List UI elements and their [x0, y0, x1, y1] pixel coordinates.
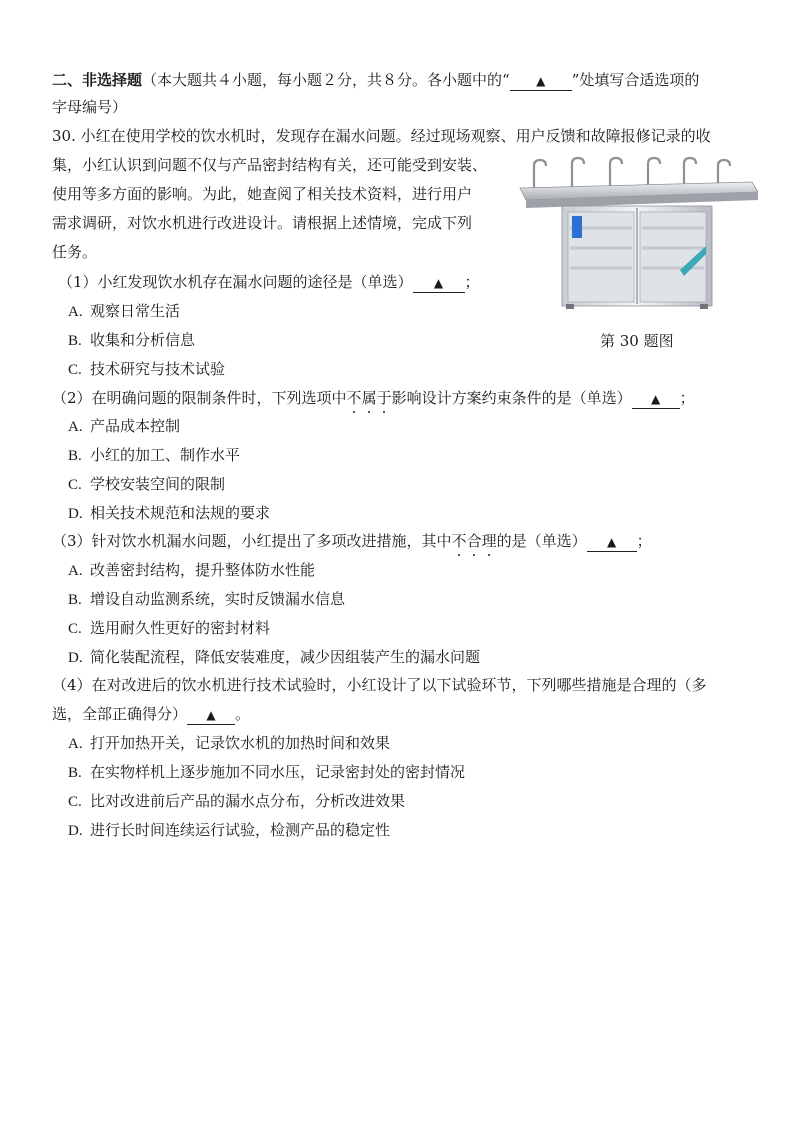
answer-blank: ▲: [632, 390, 680, 409]
sub3-option-b: B. 增设自动监测系统，实时反馈漏水信息: [68, 590, 346, 608]
sub2-stem: （2）在明确问题的限制条件时，下列选项中不属于影响设计方案约束条件的是（单选） ▲ ；: [52, 389, 695, 407]
section-intro-cont: ”处填写合适选项的: [571, 71, 700, 89]
emphasis-char: 于: [376, 389, 392, 407]
q30-line5: 任务。: [52, 243, 98, 261]
sub2-option-c: C. 学校安装空间的限制: [68, 475, 226, 493]
q30-line1: 30. 小红在使用学校的饮水机时，发现存在漏水问题。经过现场观察、用户反馈和故障报修记录的收: [52, 127, 711, 145]
section-title: 二、非选择题: [52, 71, 143, 89]
emphasis-char: 属: [361, 389, 377, 407]
sub4-option-c: C. 比对改进前后产品的漏水点分布，分析改进效果: [68, 792, 406, 810]
section-header: [52, 70, 699, 91]
sub3-option-a: A. 改善密封结构，提升整体防水性能: [68, 561, 316, 579]
emphasis-char: 不: [451, 532, 467, 550]
section-intro-line2: 字母编号）: [52, 98, 128, 116]
answer-blank: ▲: [187, 706, 235, 725]
sub1-option-b: B. 收集和分析信息: [68, 331, 196, 349]
sub4-option-a: A. 打开加热开关，记录饮水机的加热时间和效果: [68, 734, 391, 752]
sub3-option-c: C. 选用耐久性更好的密封材料: [68, 619, 271, 637]
answer-blank: ▲: [587, 533, 637, 552]
answer-blank: ▲: [413, 274, 465, 293]
answer-blank: ▲: [510, 72, 572, 91]
sub3-stem: （3）针对饮水机漏水问题，小红提出了多项改进措施，其中不合理的是（单选） ▲ ；: [52, 532, 652, 550]
water-dispenser-figure: [512, 150, 760, 310]
sub4-stem-line2: 选，全部正确得分） ▲ 。: [52, 705, 251, 723]
q30-line3: 使用等多方面的影响。为此，她查阅了相关技术资料，进行用户: [52, 185, 473, 203]
sub2-option-b: B. 小红的加工、制作水平: [68, 446, 241, 464]
section-intro: （本大题共４小题，每小题２分，共８分。各小题中的“: [142, 71, 510, 89]
sub2-option-a: A. 产品成本控制: [68, 417, 181, 435]
sub4-stem-line1: （4）在对改进后的饮水机进行技术试验时，小红设计了以下试验环节，下列哪些措施是合理的（多: [52, 676, 707, 694]
sub4-option-d: D. 进行长时间连续运行试验，检测产品的稳定性: [68, 821, 391, 839]
sub3-option-d: D. 简化装配流程，降低安装难度，减少因组装产生的漏水问题: [68, 648, 481, 666]
emphasis-char: 合: [466, 532, 482, 550]
emphasis-char: 不: [346, 389, 362, 407]
sub1-option-c: C. 技术研究与技术试验: [68, 360, 226, 378]
emphasis-char: 理: [481, 532, 497, 550]
sub2-option-d: D. 相关技术规范和法规的要求: [68, 504, 271, 522]
sub1-stem: （1）小红发现饮水机存在漏水问题的途径是（单选） ▲ ；: [58, 273, 480, 291]
sub4-option-b: B. 在实物样机上逐步施加不同水压，记录密封处的密封情况: [68, 763, 466, 781]
sub1-option-a: A. 观察日常生活: [68, 302, 181, 320]
q30-line4: 需求调研，对饮水机进行改进设计。请根据上述情境，完成下列: [52, 214, 473, 232]
sub1-stem-text: （1）小红发现饮水机存在漏水问题的途径是（单选）: [58, 273, 413, 291]
q30-line2: 集，小红认识到问题不仅与产品密封结构有关，还可能受到安装、: [52, 156, 488, 174]
figure-caption: 第 30 题图: [600, 332, 674, 350]
